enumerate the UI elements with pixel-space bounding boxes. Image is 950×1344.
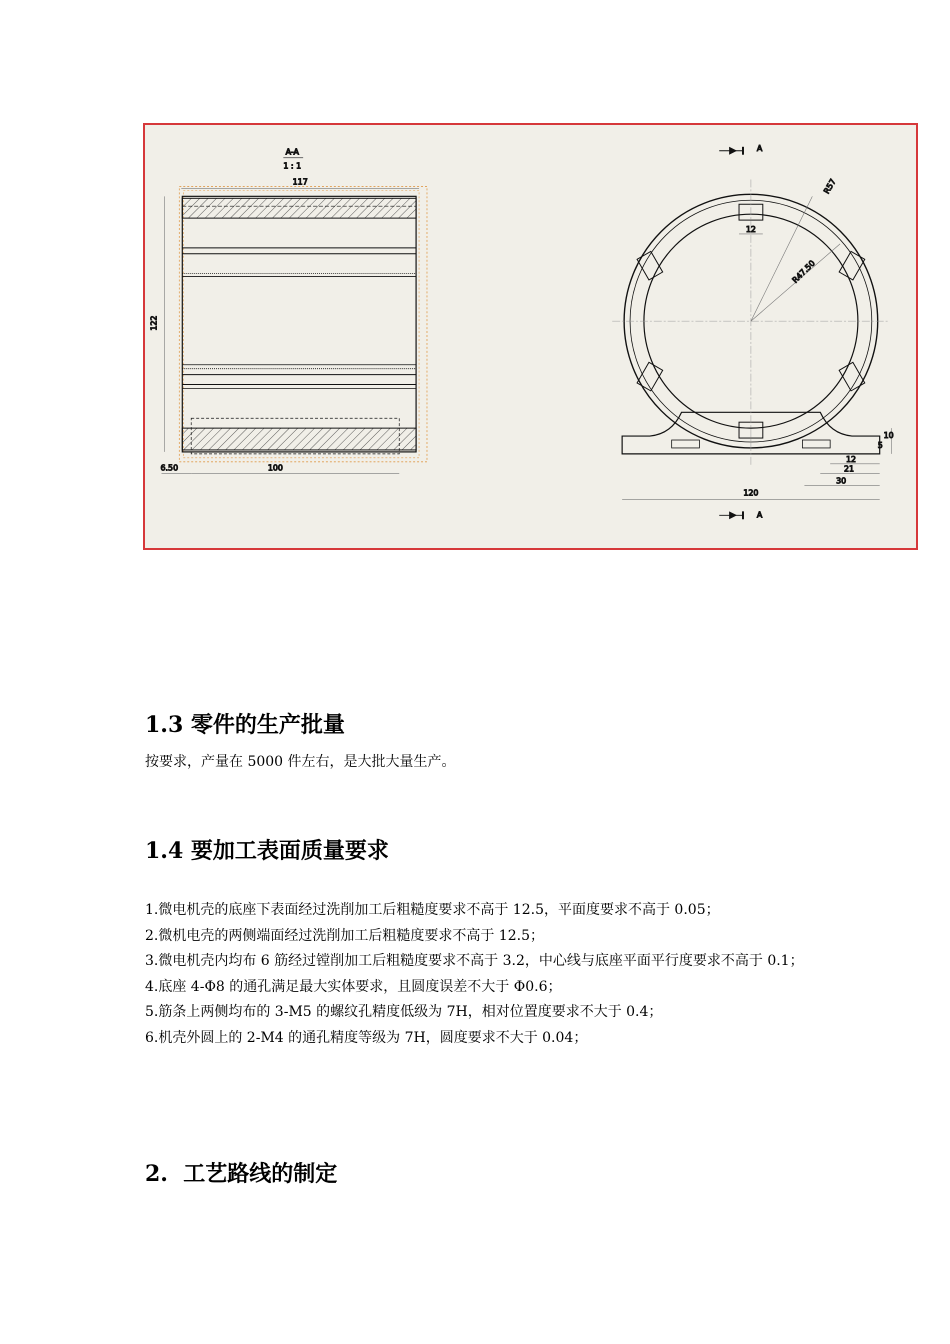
dim-117: 117 xyxy=(292,177,308,187)
dim-slot-12: 12 xyxy=(745,224,756,234)
requirement-item: 1.微电机壳的底座下表面经过洗削加工后粗糙度要求不高于 12.5，平面度要求不高于 0.05； xyxy=(145,902,720,918)
section-view-a-a xyxy=(150,148,427,474)
dim-122: 122 xyxy=(149,315,159,331)
paragraph-production-volume: 按要求，产量在 5000 件左右，是大批大量生产。 xyxy=(145,754,456,770)
dim-base-5: 5 xyxy=(877,440,883,450)
dim-6-50: 6.50 xyxy=(160,463,179,473)
heading-1-4: 1.4 要加工表面质量要求 xyxy=(145,838,389,864)
section-title: A-A xyxy=(285,147,299,157)
dim-base-12: 12 xyxy=(846,454,857,464)
requirement-item: 2.微机电壳的两侧端面经过洗削加工后粗糙度要求不高于 12.5； xyxy=(145,927,544,944)
dim-base-10: 10 xyxy=(883,431,894,441)
dim-base-30: 30 xyxy=(836,476,847,486)
drawing-canvas xyxy=(145,125,916,548)
section-marker-bottom: A xyxy=(756,510,763,520)
dim-base-120: 120 xyxy=(743,488,759,498)
section-scale: 1 : 1 xyxy=(283,161,302,171)
dim-r57: R57 xyxy=(822,177,838,196)
requirement-item: 3.微电机壳内均布 6 筋经过镗削加工后粗糙度要求不高于 3.2，中心线与底座平面平行度要求不高于 0.1； xyxy=(145,953,804,969)
dim-100: 100 xyxy=(267,463,283,473)
requirements-list xyxy=(145,898,815,1051)
requirement-item: 4.底座 4-Φ8 的通孔满足最大实体要求，且圆度误差不大于 Φ0.6； xyxy=(145,978,562,995)
heading-2: 2. 工艺路线的制定 xyxy=(145,1161,338,1187)
technical-drawing xyxy=(143,123,918,550)
dim-base-21: 21 xyxy=(844,464,855,474)
dim-r47-50: R47.50 xyxy=(790,258,817,285)
end-view xyxy=(612,144,893,520)
section-marker-top: A xyxy=(756,143,763,153)
requirement-item: 5.筋条上两侧均布的 3-M5 的螺纹孔精度低级为 7H，相对位置度要求不大于 0.4； xyxy=(145,1004,663,1020)
heading-1-3: 1.3 零件的生产批量 xyxy=(145,712,345,738)
requirement-item: 6.机壳外圆上的 2-M4 的通孔精度等级为 7H，圆度要求不大于 0.04； xyxy=(145,1029,588,1046)
